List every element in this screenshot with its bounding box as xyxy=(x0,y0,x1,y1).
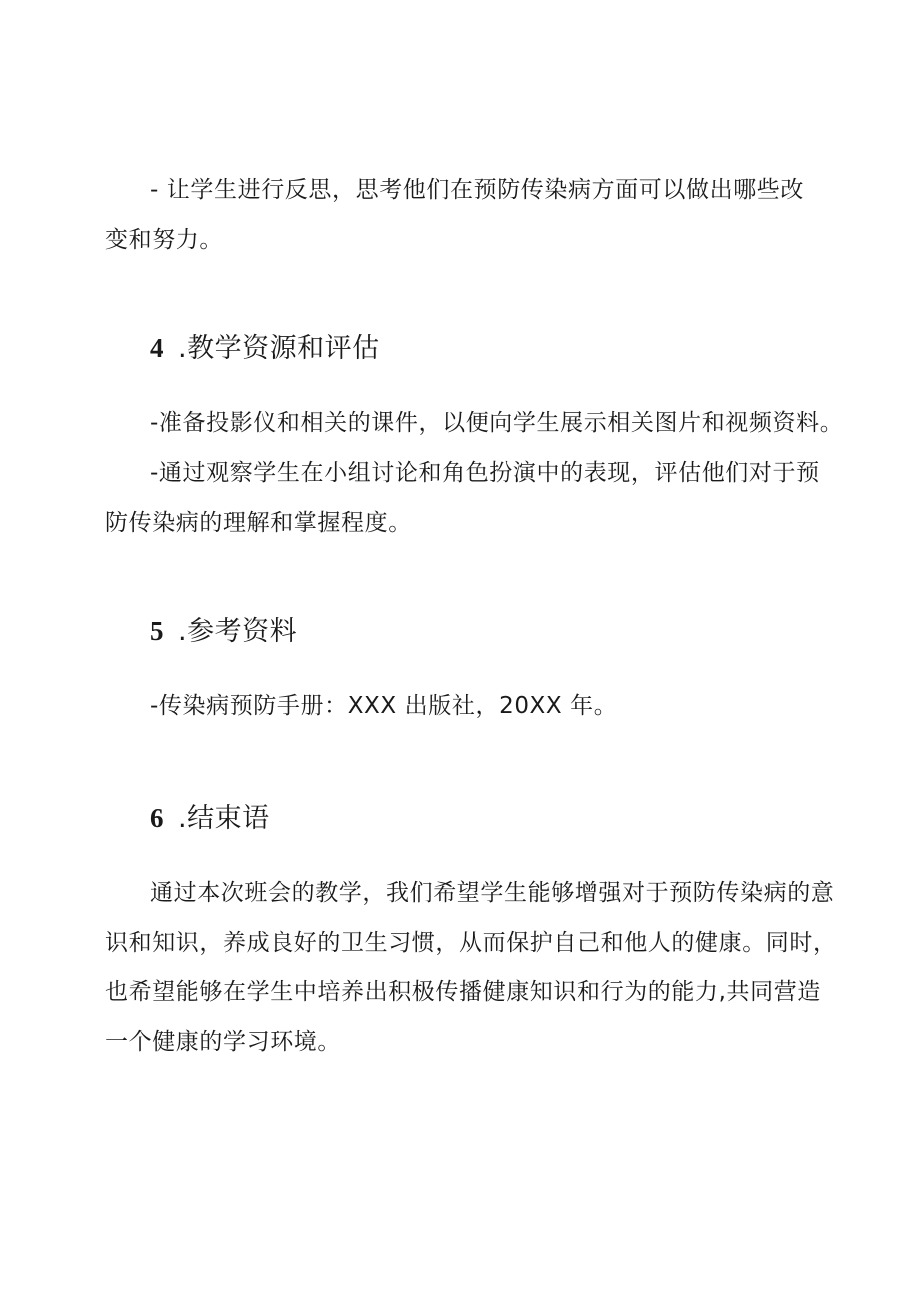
reflection-item-line1: - 让学生进行反思，思考他们在预防传染病方面可以做出哪些改 xyxy=(150,177,805,203)
section-6-number: 6 xyxy=(150,803,164,833)
closing-paragraph-line1: 通过本次班会的教学，我们希望学生能够增强对于预防传染病的意 xyxy=(150,880,835,906)
section-4-item-2-line2: 防传染病的理解和掌握程度。 xyxy=(105,510,412,536)
closing-paragraph-line4: 一个健康的学习环境。 xyxy=(105,1029,341,1055)
section-5-title: .参考资料 xyxy=(178,616,298,647)
section-4-title: .教学资源和评估 xyxy=(178,333,380,364)
closing-paragraph-line2: 识和知识，养成良好的卫生习惯，从而保护自己和他人的健康。同时， xyxy=(105,930,837,956)
section-6-heading xyxy=(150,801,270,836)
section-5-item-1: -传染病预防手册：XXX 出版社，20XX 年。 xyxy=(150,693,618,719)
section-4-item-2-line1: -通过观察学生在小组讨论和角色扮演中的表现，评估他们对于预 xyxy=(150,460,820,486)
section-6-title: .结束语 xyxy=(178,803,270,834)
section-4-heading xyxy=(150,331,380,366)
reflection-item-line2: 变和努力。 xyxy=(105,227,223,253)
section-5-heading xyxy=(150,614,297,649)
section-5-number: 5 xyxy=(150,616,164,646)
closing-paragraph-line3: 也希望能够在学生中培养出积极传播健康知识和行为的能力,共同营造 xyxy=(105,979,821,1005)
section-4-number: 4 xyxy=(150,333,164,363)
section-4-item-1: -准备投影仪和相关的课件，以便向学生展示相关图片和视频资料。 xyxy=(150,410,844,436)
